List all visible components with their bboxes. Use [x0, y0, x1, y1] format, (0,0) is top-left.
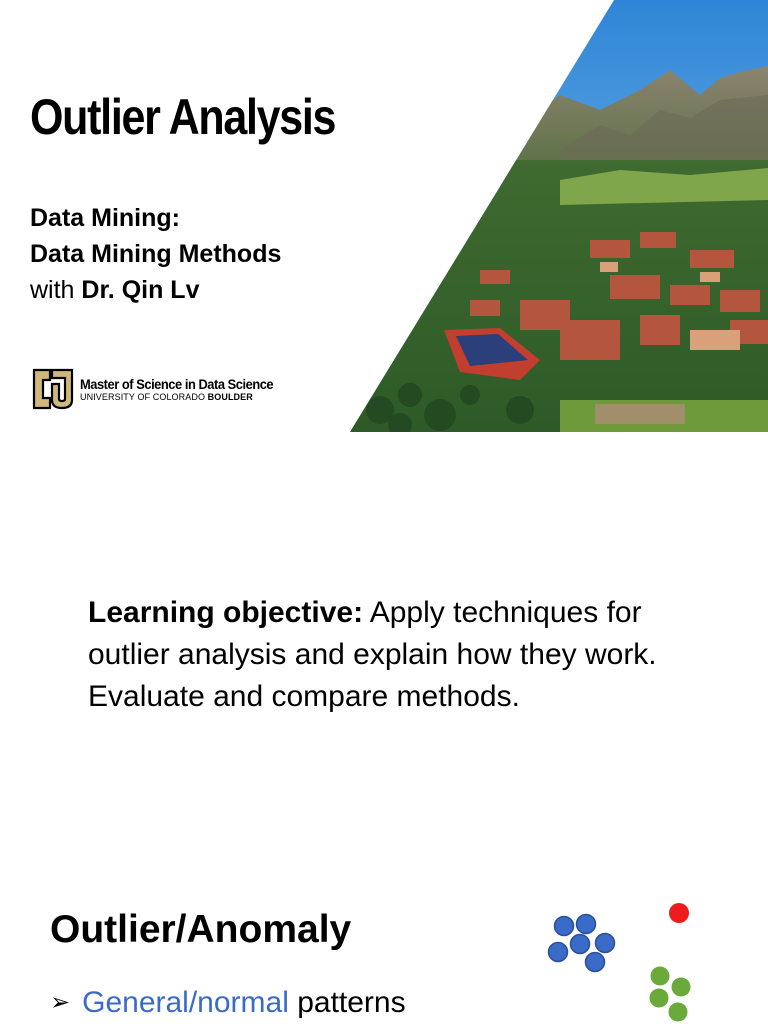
blue-dot — [549, 943, 568, 962]
blue-dot — [571, 935, 590, 954]
instructor-line — [30, 272, 281, 308]
with-text: with — [30, 276, 82, 304]
outlier-title: Outlier/Anomaly — [50, 908, 352, 951]
green-dot — [650, 989, 669, 1008]
green-dot — [669, 1003, 688, 1022]
outlier-slide — [0, 864, 768, 1024]
green-dot — [672, 978, 691, 997]
instructor-name: Dr. Qin Lv — [81, 276, 200, 304]
blue-dot — [586, 953, 605, 972]
university-logo — [30, 366, 290, 412]
bullet-highlight: General/normal — [82, 986, 289, 1019]
red-outlier-dot — [669, 903, 689, 923]
objective-slide — [0, 432, 768, 864]
logo-university-campus: BOULDER — [207, 391, 253, 402]
cu-logo-icon — [30, 366, 76, 412]
bullet-item — [50, 986, 406, 1020]
subtitle — [30, 200, 281, 308]
objective-label: Learning objective: — [88, 596, 364, 629]
title-slide — [0, 0, 768, 432]
blue-dot — [596, 934, 615, 953]
outlier-cluster-illustration — [540, 900, 710, 1024]
logo-university-prefix: UNIVERSITY OF COLORADO — [80, 391, 208, 402]
logo-university-name — [80, 392, 290, 402]
arrow-bullet-icon: ➢ — [50, 989, 71, 1016]
objective-text: Apply techniques for outlier analysis and explain how they work. Evaluate and compare methods. — [88, 596, 657, 713]
blue-dot — [555, 917, 574, 936]
logo-program-name: Master of Science in Data Science — [80, 375, 274, 392]
green-dot — [651, 967, 670, 986]
slide-title: Outlier Analysis — [30, 89, 336, 145]
blue-dot — [577, 915, 596, 934]
course-subtitle-line: Data Mining Methods — [30, 240, 282, 268]
bullet-text: patterns — [288, 986, 406, 1019]
learning-objective — [88, 592, 728, 718]
course-line: Data Mining: — [30, 204, 180, 232]
